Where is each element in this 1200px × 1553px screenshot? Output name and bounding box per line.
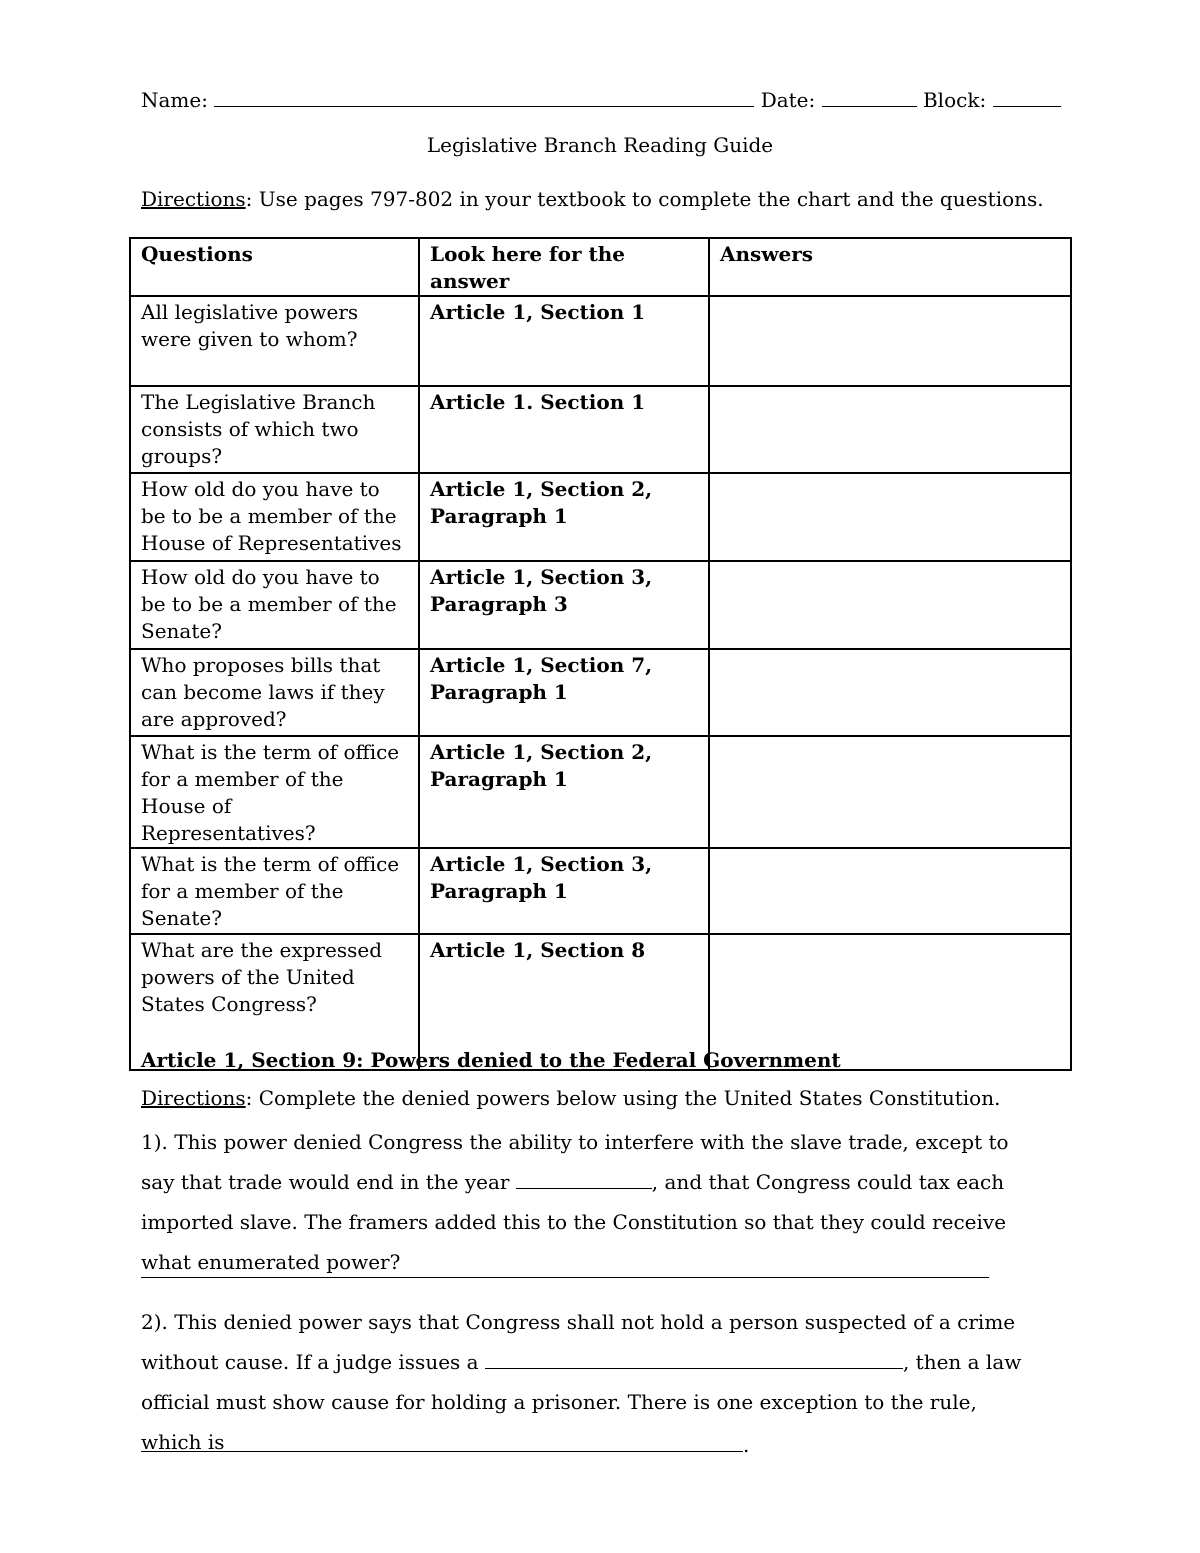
header-answers: Answers <box>709 238 1071 296</box>
section9-heading: Article 1, Section 9: Powers denied to the Federal Government <box>141 1048 841 1072</box>
header-look-here: Look here for the answer <box>419 238 709 296</box>
question-cell: The Legislative Branch consists of which two groups? <box>130 386 419 473</box>
question-1-part2: , and that Congress could tax each imported slave. The framers added this to the Constitution so that they could receive what enumerated power? <box>141 1170 1007 1274</box>
table-row <box>130 386 1071 473</box>
question-cell: What is the term of office for a member of the Senate? <box>130 848 419 934</box>
directions-text: : Use pages 797-802 in your textbook to complete the chart and the questions. <box>245 187 1044 211</box>
enumerated-power-blank[interactable] <box>141 1277 989 1278</box>
page-title: Legislative Branch Reading Guide <box>426 133 774 157</box>
directions-label: Directions <box>141 187 246 211</box>
table-row <box>130 473 1071 561</box>
question-cell: All legislative powers were given to whom? <box>130 296 419 386</box>
exception-end: . <box>743 1433 750 1457</box>
block-blank[interactable] <box>993 106 1061 107</box>
date-blank[interactable] <box>822 106 917 107</box>
reference-cell: Article 1, Section 3, Paragraph 3 <box>419 561 709 649</box>
header-questions: Questions <box>130 238 419 296</box>
question-cell: How old do you have to be to be a member of the Senate? <box>130 561 419 649</box>
exception-line <box>141 1433 749 1457</box>
directions-line <box>141 187 1044 211</box>
table-row <box>130 736 1071 848</box>
table-row <box>130 561 1071 649</box>
reading-guide-table <box>129 237 1072 1071</box>
reference-cell: Article 1, Section 7, Paragraph 1 <box>419 649 709 736</box>
answer-cell[interactable] <box>709 561 1071 649</box>
header-line <box>141 88 1061 112</box>
table-row <box>130 848 1071 934</box>
reference-cell: Article 1, Section 2, Paragraph 1 <box>419 473 709 561</box>
reference-cell: Article 1, Section 3, Paragraph 1 <box>419 848 709 934</box>
block-label: Block: <box>922 88 987 112</box>
section9-directions-label: Directions <box>141 1086 246 1110</box>
answer-cell[interactable] <box>709 473 1071 561</box>
name-label: Name: <box>141 88 208 112</box>
answer-cell[interactable] <box>709 649 1071 736</box>
answer-cell[interactable] <box>709 736 1071 848</box>
question-1-part1: 1). This power denied Congress the ability to interfere with the slave trade, except to say that trade would end in the year <box>141 1130 1009 1194</box>
exception-blank[interactable] <box>141 1451 743 1452</box>
reference-cell: Article 1. Section 1 <box>419 386 709 473</box>
reference-cell: Article 1, Section 8 <box>419 934 709 1070</box>
reference-cell: Article 1, Section 2, Paragraph 1 <box>419 736 709 848</box>
answer-cell[interactable] <box>709 296 1071 386</box>
question-2-part2: , then a law official must show cause for holding a prisoner. There is one exception to the rule, which is <box>141 1350 1022 1454</box>
question-cell: What are the expressed powers of the United States Congress? <box>130 934 419 1070</box>
name-blank[interactable] <box>214 106 754 107</box>
table-row <box>130 649 1071 736</box>
reference-cell: Article 1, Section 1 <box>419 296 709 386</box>
question-2-part1: 2). This denied power says that Congress shall not hold a person suspected of a crime without cause. If a judge issues a <box>141 1310 1016 1374</box>
question-cell: What is the term of office for a member of the House of Representatives? <box>130 736 419 848</box>
question-cell: How old do you have to be to be a member of the House of Representatives <box>130 473 419 561</box>
question-cell: Who proposes bills that can become laws if they are approved? <box>130 649 419 736</box>
answer-cell[interactable] <box>709 386 1071 473</box>
table-row <box>130 296 1071 386</box>
judge-issues-blank[interactable] <box>485 1368 903 1369</box>
question-1 <box>141 1122 1041 1282</box>
section9-directions-text: : Complete the denied powers below using the United States Constitution. <box>245 1086 1001 1110</box>
section9-directions <box>141 1086 1000 1110</box>
answer-cell[interactable] <box>709 848 1071 934</box>
date-label: Date: <box>760 88 816 112</box>
table-header-row <box>130 238 1071 296</box>
year-blank[interactable] <box>516 1188 652 1189</box>
